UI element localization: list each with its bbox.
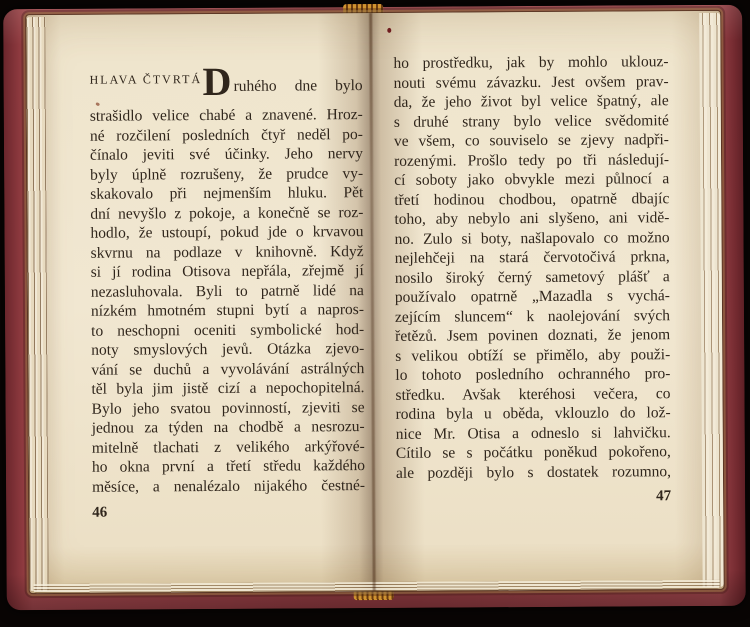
drop-cap-initial: D [202, 58, 232, 105]
text-line: ho okna první a třetí středu každého [91, 457, 365, 476]
right-page-text [393, 52, 671, 483]
text-line: používalo opatrně „Mazadla s vychá- [394, 287, 670, 306]
text-line: těl byla jim jistě cizí a nepochopitelná. [91, 379, 365, 398]
text-line: nízkém hmotném stupni bytí a napros- [90, 301, 365, 320]
text-line: no. Zulo si boty, našlapovalo co možno [394, 228, 670, 248]
text-line: Bylo jeho svatou povinností, zjeviti se [91, 398, 365, 418]
text-line: zejícím sluncem“ k naolejování svých [394, 306, 671, 326]
page-edges-right [699, 13, 724, 587]
text-line: hodlo, že ustoupí, pokud jde o krvavou [90, 223, 364, 242]
page-spread [26, 11, 724, 593]
text-line: nosilo široký černý sametový plášť a [394, 267, 670, 287]
page-number-left: 46 [92, 504, 108, 521]
text-line: toho, aby nebylo ani slyšeno, ani vidě- [394, 209, 670, 228]
text-line: né rozčilení posledních čtyř neděl po- [89, 125, 363, 145]
text-line: noty smyslových jevů. Otázka zjevo- [91, 340, 365, 359]
text-line: řetězů. Jsem povinen doznati, že jenom [395, 326, 671, 345]
left-page [89, 58, 366, 522]
text-line: skvrnu na podlaze v knihovně. Když [90, 242, 364, 262]
left-page-first-line [89, 58, 363, 107]
text-line: vání se duchů a vyvolávání astrálných [91, 359, 365, 379]
text-line: nejlehčeji na stará červotočivá prkna, [394, 248, 670, 267]
text-line: rodina byla u oběda, vklouzlo do lož- [395, 404, 671, 423]
text-line: Cítilo se s počátku poněkud pokořeno, [395, 443, 671, 462]
text-line: nice Mr. Otisa a odneslo si lahvičku. [395, 423, 671, 443]
text-line: strašidlo velice chabé a znavené. Hroz- [89, 106, 363, 125]
text-line: ale později bylo s dostatek rozumno, [395, 462, 672, 482]
text-line: s velikou obtíží se přimělo, aby použi- [395, 345, 671, 365]
text-line: rozenými. Prošlo tedy po tři následují- [394, 150, 670, 170]
left-page-text [90, 105, 365, 497]
text-line: to neschopni oceniti symbolické hod- [91, 320, 365, 340]
text-line: ve všem, co souviselo se zjevy nadpři- [393, 131, 670, 150]
gutter-shadow [369, 13, 376, 591]
text-line: si jí rodina Otisova nepřála, zřejmě jí [90, 262, 364, 281]
text-line: jednou za týden na chodbě a nesrozu- [91, 418, 365, 437]
text-line: cí soboty jako obvykle mezi půlnocí a [394, 170, 670, 189]
text-line: mitelně tlachati z velikého arkýřové- [91, 437, 365, 457]
text-line: středku. Avšak kteréhosi večera, co [395, 384, 671, 404]
page-edges-left [26, 17, 49, 591]
text-line: skakovalo při nejmenším hluku. Pět [90, 184, 364, 203]
text-line: dní nevyšlo z pokoje, a konečně se roz- [90, 203, 364, 223]
text-line: nouti svému závazku. Jest ovšem prav- [393, 72, 669, 92]
text-line: ho prostředku, jak by mohlo uklouz- [393, 53, 669, 72]
right-page [393, 52, 671, 507]
text-line: da, že jeho život byl velice špatný, ale [393, 92, 669, 111]
text-line: byly úplně rozrušeny, že prudce vy- [90, 164, 364, 184]
text-line: s druhé strany bylo velice svědomité [393, 111, 669, 131]
chapter-heading: HLAVA ČTVRTÁ [89, 72, 203, 87]
page-number-right: 47 [656, 488, 672, 505]
text-line: třetí hodinou chodbou, opatrně dbajíc [394, 189, 670, 209]
first-line-text: ruhého dne bylo [233, 77, 363, 95]
text-line: lo tohoto posledního ochranného pro- [395, 365, 671, 384]
text-line: čínalo jeviti své účinky. Jeho nervy [89, 145, 364, 164]
text-line: měsíce, a nenalézalo nijakého čestné- [92, 476, 366, 496]
paper-speck [387, 28, 391, 33]
text-line: nezasluhovala. Byli to patrně lidé na [90, 281, 364, 301]
